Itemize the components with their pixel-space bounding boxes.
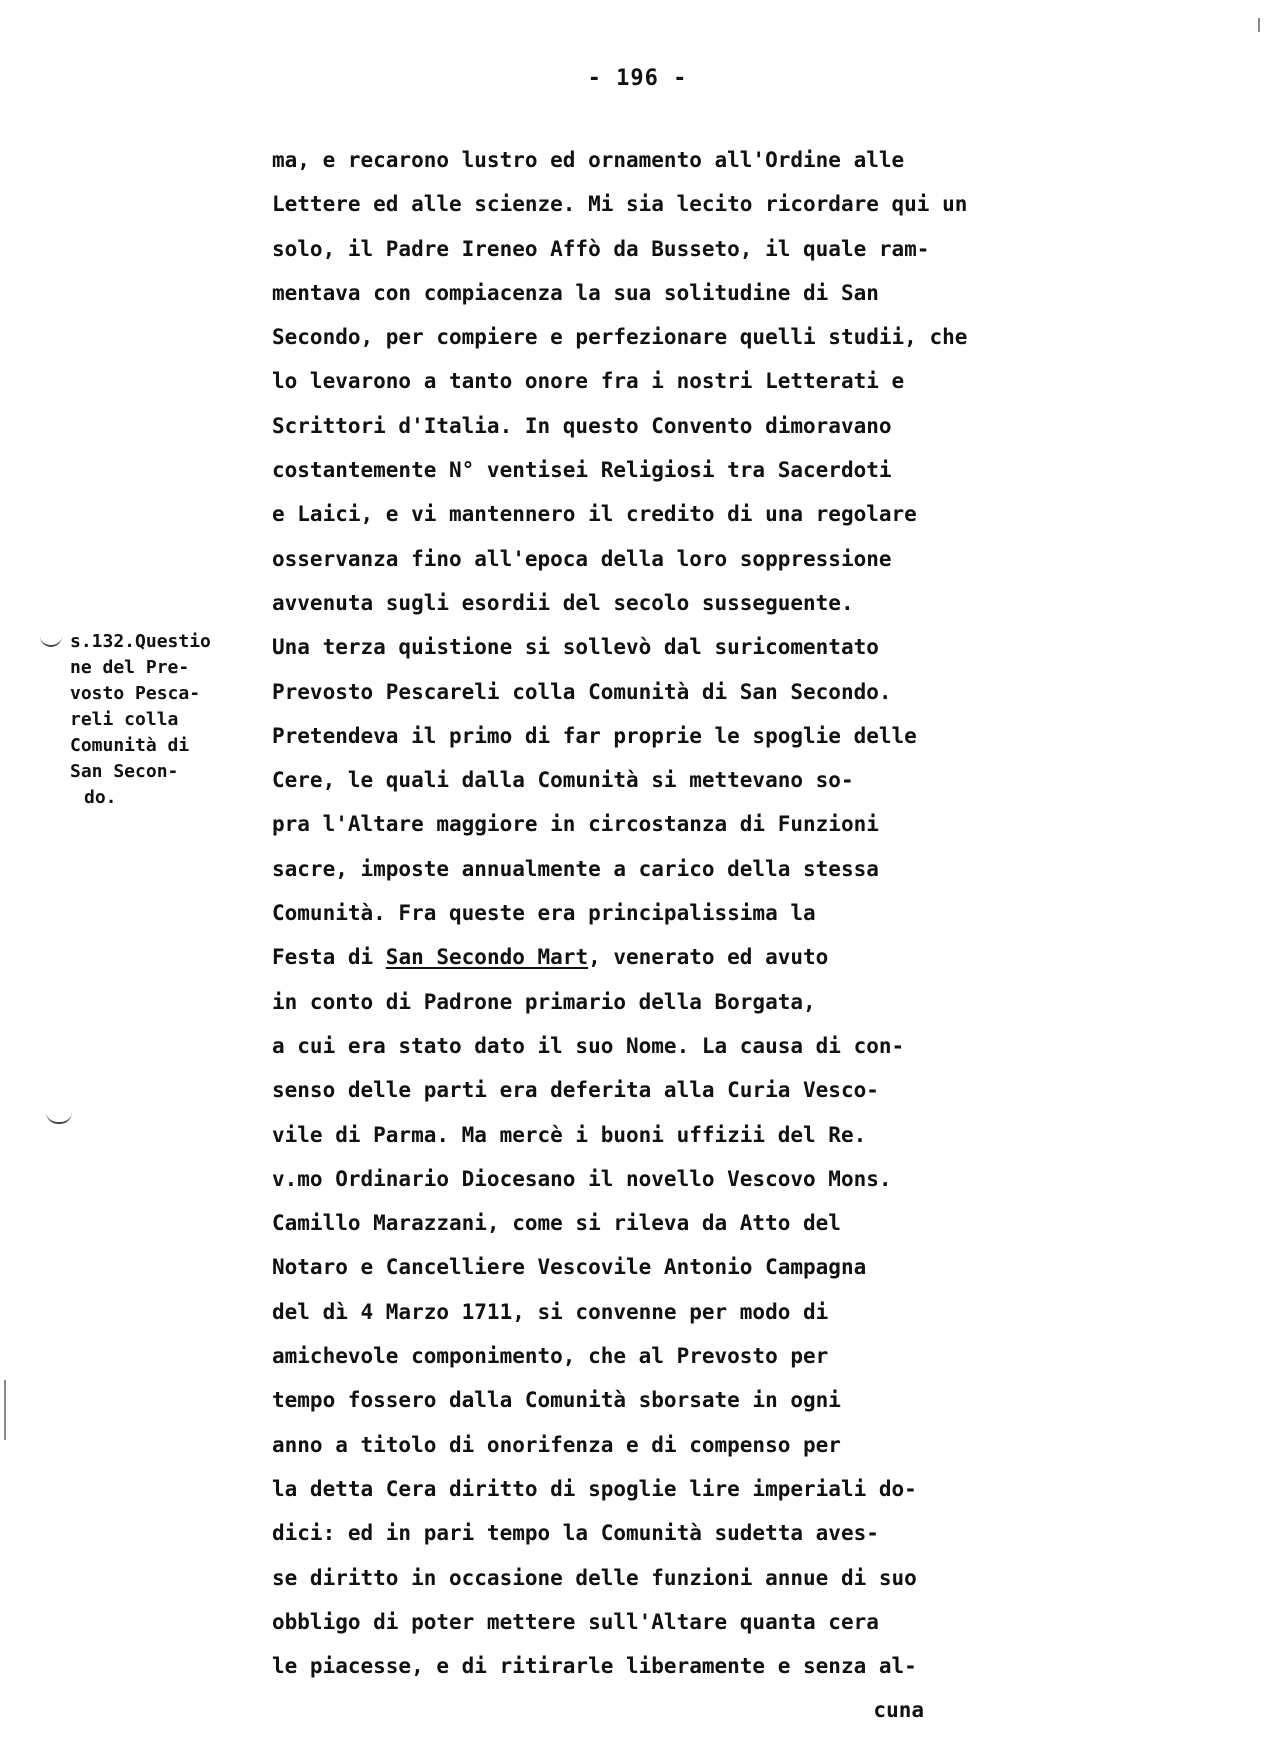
scan-edge-speck xyxy=(4,1380,6,1440)
text-line: anno a titolo di onorifenza e di compenso per xyxy=(272,1432,841,1457)
text-line: dici: ed in pari tempo la Comunità sudetta aves- xyxy=(272,1521,879,1546)
text-line: Cere, le quali dalla Comunità si mettevano so- xyxy=(272,768,854,793)
margin-note-line: vosto Pesca- xyxy=(70,683,201,704)
text-line: obbligo di poter mettere sull'Altare quanta cera xyxy=(272,1609,879,1634)
body-text xyxy=(272,138,1172,1733)
text-line: ma, e recarono lustro ed ornamento all'Ordine alle xyxy=(272,148,905,172)
margin-note-line: reli colla xyxy=(70,709,179,730)
text-line: Secondo, per compiere e perfezionare quelli studii, che xyxy=(272,325,968,350)
text-line-with-underline xyxy=(272,935,1172,979)
stray-pen-mark xyxy=(46,1112,72,1124)
page-number: - 196 - xyxy=(587,66,688,91)
margin-note-line: ne del Pre- xyxy=(70,657,190,678)
text-line: le piacesse, e di ritirarle liberamente e senza al- xyxy=(272,1654,917,1679)
text-line: solo, il Padre Ireneo Affò da Busseto, il quale ram- xyxy=(272,236,930,261)
text-line: sacre, imposte annualmente a carico della stessa xyxy=(272,856,879,881)
text-line: pra l'Altare maggiore in circostanza di Funzioni xyxy=(272,812,879,837)
text-line: senso delle parti era deferita alla Curia Vesco- xyxy=(272,1078,879,1103)
text-line: costantemente N° ventisei Religiosi tra Sacerdoti xyxy=(272,458,892,483)
text-line: Camillo Marazzani, come si rileva da Atto del xyxy=(272,1211,841,1236)
text-line: la detta Cera diritto di spoglie lire imperiali do- xyxy=(272,1476,917,1501)
text-line: Prevosto Pescareli colla Comunità di San Secondo. xyxy=(272,679,892,704)
text-line: tempo fossero dalla Comunità sborsate in ogni xyxy=(272,1388,841,1413)
text-line: lo levarono a tanto onore fra i nostri Letterati e xyxy=(272,369,905,394)
text-line: amichevole componimento, che al Prevosto per xyxy=(272,1344,829,1369)
text-line: Notaro e Cancelliere Vescovile Antonio Campagna xyxy=(272,1255,867,1280)
text-line: osservanza fino all'epoca della loro soppressione xyxy=(272,546,892,571)
text-line: del dì 4 Marzo 1711, si convenne per modo di xyxy=(272,1299,829,1324)
text-line: avvenuta sugli esordii del secolo susseguente. xyxy=(272,590,854,615)
text-segment: , venerato ed avuto xyxy=(588,945,829,970)
text-line: Scrittori d'Italia. In questo Convento dimoravano xyxy=(272,413,892,438)
scan-edge-speck xyxy=(1258,18,1260,32)
text-line: Pretendeva il primo di far proprie le spoglie delle xyxy=(272,723,917,748)
margin-note xyxy=(70,629,270,811)
margin-note-line: do. xyxy=(84,787,117,808)
text-line: se diritto in occasione delle funzioni annue di suo xyxy=(272,1565,917,1590)
text-line: v.mo Ordinario Diocesano il novello Vescovo Mons. xyxy=(272,1166,892,1191)
margin-bracket-mark xyxy=(40,635,62,647)
text-line: mentava con compiacenza la sua solitudine di San xyxy=(272,280,879,305)
text-line: Lettere ed alle scienze. Mi sia lecito ricordare qui un xyxy=(272,192,968,217)
text-line: a cui era stato dato il suo Nome. La causa di con- xyxy=(272,1033,905,1058)
text-line: Una terza quistione si sollevò dal suricomentato xyxy=(272,635,879,660)
text-line: e Laici, e vi mantennero il credito di una regolare xyxy=(272,502,917,527)
text-line: in conto di Padrone primario della Borgata, xyxy=(272,989,816,1014)
text-segment: Festa di xyxy=(272,945,386,970)
text-line: vile di Parma. Ma mercè i buoni uffizii del Re. xyxy=(272,1122,867,1147)
margin-note-line: San Secon- xyxy=(70,761,179,782)
margin-note-line: s.132.Questio xyxy=(70,631,211,652)
catchword: cuna xyxy=(873,1698,924,1723)
margin-note-line: Comunità di xyxy=(70,735,190,756)
text-line: Comunità. Fra queste era principalissima la xyxy=(272,901,816,926)
underlined-saint-name: San Secondo Mart xyxy=(385,945,589,970)
